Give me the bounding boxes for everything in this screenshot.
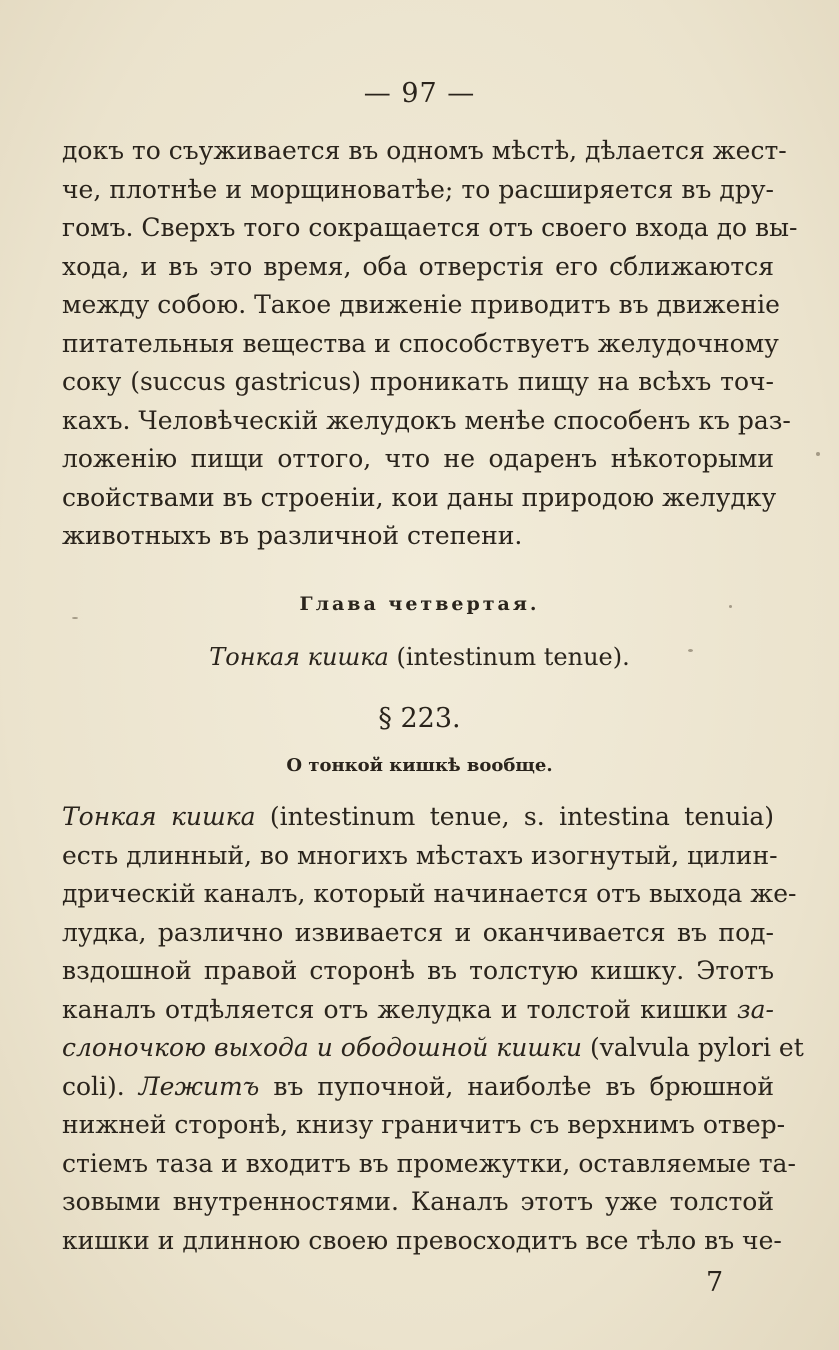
text-line: питательныя вещества и способствуетъ желудочному	[62, 328, 779, 358]
signature-mark: 7	[706, 1267, 724, 1298]
chapter-subtitle-latin: (intestinum tenue).	[396, 643, 630, 671]
text-line: лудка, различно извивается и оканчивается въ под-	[62, 917, 774, 947]
text-run: (valvula pylori et	[582, 1033, 804, 1062]
term-italic: за-	[737, 994, 774, 1024]
paragraph-2	[62, 798, 804, 1260]
text-line: свойствами въ строеніи, кои даны природою желудку	[62, 482, 777, 512]
text-line: стіемъ таза и входитъ въ промежутки, оставляемые та-	[62, 1148, 796, 1178]
text-run: coli).	[62, 1071, 139, 1101]
text-line: нижней сторонѣ, книзу граничитъ съ верхнимъ отвер-	[62, 1110, 786, 1139]
text-run: въ пупочной, наиболѣе въ брюшной	[259, 1071, 774, 1101]
chapter-heading: Глава четвертая.	[299, 593, 540, 615]
text-line	[62, 991, 774, 1030]
term-italic: Тонкая кишка	[62, 802, 256, 831]
ink-speck	[816, 452, 820, 456]
chapter-subtitle-italic: Тонкая кишка	[209, 643, 389, 671]
text-line: че, плотнѣе и морщиноватѣе; то расширяется въ дру-	[62, 174, 774, 204]
text-line: есть длинный, во многихъ мѣстахъ изогнутый, цилин-	[62, 840, 778, 870]
text-line: кишки и длинною своею превосходитъ все тѣло въ че-	[62, 1225, 782, 1255]
page-number: — 97 —	[363, 78, 476, 109]
text-run: каналъ отдѣляется отъ желудка и толстой кишки	[62, 994, 737, 1024]
paragraph-1	[62, 132, 798, 556]
text-line: вздошной правой сторонѣ въ толстую кишку. Этотъ	[62, 956, 774, 985]
text-run: (intestinum tenue, s. intestina tenuia)	[255, 802, 774, 831]
text-line	[62, 798, 774, 837]
text-line	[62, 1068, 774, 1107]
term-italic: слоночкою выхода и ободошной кишки	[62, 1033, 583, 1062]
text-line: докъ то съуживается въ одномъ мѣстѣ, дѣлается жест-	[62, 136, 787, 165]
section-number: § 223.	[378, 703, 461, 734]
ink-speck	[688, 649, 693, 652]
text-line: гомъ. Сверхъ того сокращается отъ своего входа до вы-	[62, 213, 798, 242]
term-italic: Лежитъ	[138, 1071, 260, 1101]
ink-speck	[729, 605, 732, 608]
text-line: зовыми внутренностями. Каналъ этотъ уже толстой	[62, 1187, 774, 1216]
text-line: ложенію пищи оттого, что не одаренъ нѣкоторыми	[62, 444, 774, 473]
text-line: дрическій каналъ, который начинается отъ выхода же-	[62, 879, 797, 908]
text-line: животныхъ въ различной степени.	[62, 521, 523, 550]
chapter-subtitle	[0, 643, 839, 671]
text-line: соку (succus gastricus) проникать пищу на всѣхъ точ-	[62, 367, 774, 396]
text-line	[62, 1029, 804, 1068]
text-line: кахъ. Человѣческій желудокъ менѣе способенъ къ раз-	[62, 405, 791, 435]
section-title: О тонкой кишкѣ вообще.	[286, 755, 553, 776]
ink-speck	[72, 617, 78, 619]
text-line: между собою. Такое движеніе приводитъ въ движеніе	[62, 290, 780, 319]
text-line: хода, и въ это время, оба отверстія его сближаются	[62, 251, 774, 281]
